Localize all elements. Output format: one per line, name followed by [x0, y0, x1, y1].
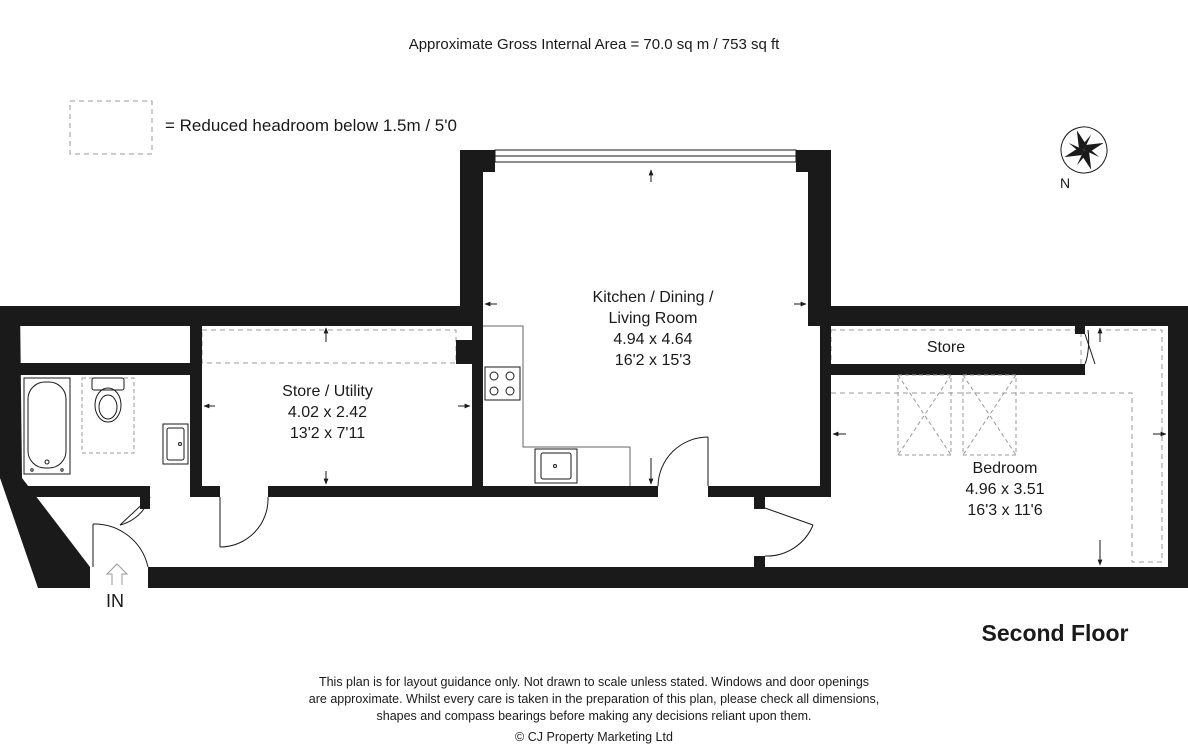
disclaimer	[0, 674, 1188, 725]
compass-rose	[1055, 121, 1114, 180]
room-name: Store	[926, 339, 966, 356]
legend-label: = Reduced headroom below 1.5m / 5'0	[165, 116, 457, 135]
room-label-store	[896, 337, 996, 358]
hob	[485, 367, 520, 400]
wardrobes	[898, 375, 1016, 455]
copyright: © CJ Property Marketing Ltd	[515, 730, 673, 744]
room-metric-size: 4.94 x 4.64	[613, 331, 693, 348]
bathtub	[24, 378, 70, 474]
room-label-kitchen	[541, 287, 765, 371]
gross-internal-area-title: Approximate Gross Internal Area = 70.0 sq m / 753 sq ft	[408, 36, 780, 53]
room-label-store-utility	[230, 381, 425, 444]
compass-north-label: N	[1060, 175, 1071, 191]
room-imperial-size: 13'2 x 7'11	[289, 425, 366, 442]
entrance-arrow	[107, 564, 127, 585]
toilet	[82, 378, 134, 453]
room-metric-size: 4.02 x 2.42	[287, 404, 368, 421]
legend-swatch	[70, 101, 152, 154]
kitchen-sink	[535, 449, 577, 483]
floor-label: Second Floor	[981, 620, 1129, 646]
room-imperial-size: 16'2 x 15'3	[614, 352, 692, 369]
disclaimer-line: This plan is for layout guidance only. Not drawn to scale unless stated. Windows and door openings	[318, 675, 870, 689]
room-label-bedroom	[910, 458, 1100, 521]
room-imperial-size: 16'3 x 11'6	[967, 502, 1043, 519]
room-name: Kitchen / Dining /	[592, 289, 714, 306]
room-metric-size: 4.96 x 3.51	[965, 481, 1045, 498]
room-name: Store / Utility	[282, 383, 373, 400]
entrance-label: IN	[106, 591, 124, 611]
disclaimer-line: are approximate. Whilst every care is taken in the preparation of this plan, please check all dimensions,	[308, 692, 880, 706]
room-name: Bedroom	[972, 460, 1038, 477]
basin	[163, 424, 188, 464]
disclaimer-line: shapes and compass bearings before making any decisions reliant upon them.	[376, 709, 812, 723]
room-name: Living Room	[608, 310, 698, 327]
kitchen-window	[495, 150, 796, 162]
